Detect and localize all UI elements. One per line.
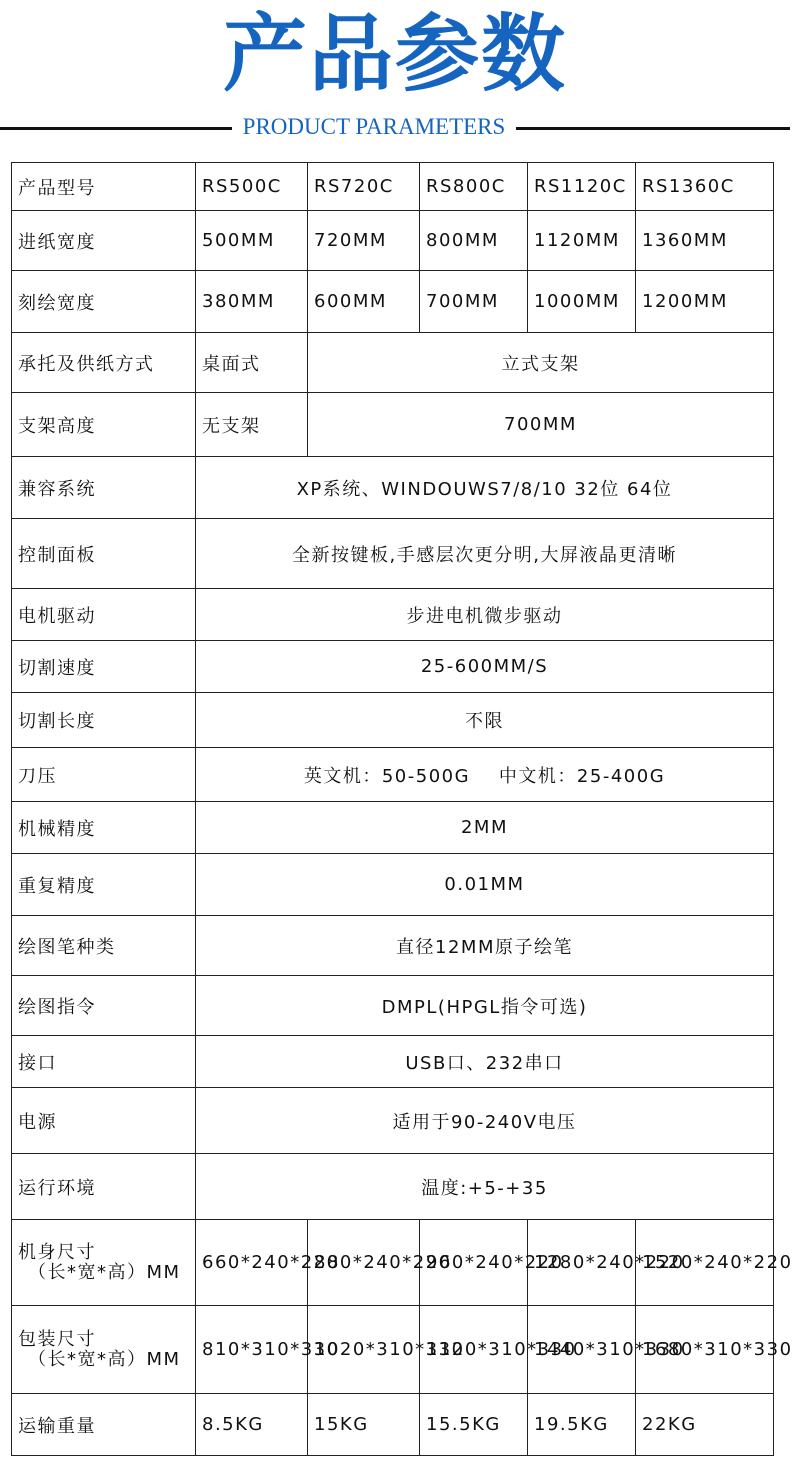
page-title: 产品参数 (222, 5, 567, 103)
row-label: 控制面板 (12, 519, 196, 589)
row-label-line1: 机身尺寸 (18, 1241, 96, 1263)
table-cell: 1020*310*330 (308, 1306, 420, 1394)
table-row-body-size (12, 1220, 774, 1306)
row-label: 机械精度 (12, 802, 196, 854)
table-cell: USB口、232串口 (196, 1036, 774, 1088)
row-label: 电机驱动 (12, 589, 196, 641)
table-cell: 1360MM (636, 211, 774, 271)
divider-left (0, 127, 232, 130)
table-cell: 25-600MM/S (196, 641, 774, 693)
table-cell: 1120*310*330 (420, 1306, 528, 1394)
table-row-interface (12, 1036, 774, 1088)
table-cell: 800MM (420, 211, 528, 271)
row-label: 接口 (12, 1036, 196, 1088)
row-label: 绘图指令 (12, 976, 196, 1036)
table-cell: DMPL(HPGL指令可选) (196, 976, 774, 1036)
table-cell: 1680*310*330 (636, 1306, 774, 1394)
table-cell: 直径12MM原子绘笔 (196, 916, 774, 976)
table-cell: 15KG (308, 1394, 420, 1456)
row-label (12, 1306, 196, 1394)
page-subtitle: PRODUCT PARAMETERS (242, 114, 506, 139)
row-label: 重复精度 (12, 854, 196, 916)
divider-right (516, 127, 790, 130)
table-cell: 8.5KG (196, 1394, 308, 1456)
row-label-line2: （长*宽*高）MM (28, 1261, 181, 1283)
table-cell: 立式支架 (308, 333, 774, 393)
table-row-weight (12, 1394, 774, 1456)
table-cell: 660*240*220 (196, 1220, 308, 1306)
table-cell: 500MM (196, 211, 308, 271)
table-cell: 1520*240*220 (636, 1220, 774, 1306)
table-row-stand-height (12, 393, 774, 457)
row-label: 刻绘宽度 (12, 271, 196, 333)
table-cell: 1280*240*220 (528, 1220, 636, 1306)
table-row-repeat (12, 854, 774, 916)
table-cell: 0.01MM (196, 854, 774, 916)
table-row-env (12, 1154, 774, 1220)
table-cell: 600MM (308, 271, 420, 333)
parameters-table (11, 162, 793, 1456)
table-row-pack-size (12, 1306, 774, 1394)
row-label: 承托及供纸方式 (12, 333, 196, 393)
table-row-pressure (12, 748, 774, 802)
table-cell: 英文机：50-500G 中文机：25-400G (196, 748, 774, 802)
table-row-command (12, 976, 774, 1036)
row-label-line1: 包装尺寸 (18, 1328, 96, 1350)
table-cell: 960*240*220 (420, 1220, 528, 1306)
table-row-pen (12, 916, 774, 976)
table-row-precision (12, 802, 774, 854)
row-label: 刀压 (12, 748, 196, 802)
table-cell: 720MM (308, 211, 420, 271)
table-cell: 880*240*220 (308, 1220, 420, 1306)
table-row-plot-width (12, 271, 774, 333)
row-label: 绘图笔种类 (12, 916, 196, 976)
table-cell: RS1120C (528, 163, 636, 211)
row-label: 运输重量 (12, 1394, 196, 1456)
table-row-support (12, 333, 774, 393)
table-cell: 1120MM (528, 211, 636, 271)
table-row-model (12, 163, 774, 211)
table-cell: 桌面式 (196, 333, 308, 393)
table-cell: 810*310*330 (196, 1306, 308, 1394)
table-row-panel (12, 519, 774, 589)
table-cell: 无支架 (196, 393, 308, 457)
table-cell: 温度:+5-+35 (196, 1154, 774, 1220)
table-cell: 700MM (420, 271, 528, 333)
table-cell: 步进电机微步驱动 (196, 589, 774, 641)
table-cell: RS500C (196, 163, 308, 211)
row-label: 切割长度 (12, 693, 196, 748)
table-row-motor (12, 589, 774, 641)
table-cell: 适用于90-240V电压 (196, 1088, 774, 1154)
table-cell: RS800C (420, 163, 528, 211)
table-cell: 22KG (636, 1394, 774, 1456)
row-label-line2: （长*宽*高）MM (28, 1348, 181, 1370)
table-row-power (12, 1088, 774, 1154)
table-cell: 不限 (196, 693, 774, 748)
table-cell: XP系统、WINDOUWS7/8/10 32位 64位 (196, 457, 774, 519)
table-cell: 2MM (196, 802, 774, 854)
row-label (12, 1220, 196, 1306)
table-cell: RS720C (308, 163, 420, 211)
row-label: 切割速度 (12, 641, 196, 693)
table-row-feed-width (12, 211, 774, 271)
table-cell: 1000MM (528, 271, 636, 333)
table-cell: 全新按键板,手感层次更分明,大屏液晶更清晰 (196, 519, 774, 589)
table-cell: 1440*310*330 (528, 1306, 636, 1394)
table-row-compat (12, 457, 774, 519)
row-label: 产品型号 (12, 163, 196, 211)
table-cell: RS1360C (636, 163, 774, 211)
table-row-length (12, 693, 774, 748)
table-row-speed (12, 641, 774, 693)
table-cell: 15.5KG (420, 1394, 528, 1456)
row-label: 运行环境 (12, 1154, 196, 1220)
row-label: 电源 (12, 1088, 196, 1154)
table-cell: 1200MM (636, 271, 774, 333)
row-label: 进纸宽度 (12, 211, 196, 271)
table-cell: 19.5KG (528, 1394, 636, 1456)
table-cell: 380MM (196, 271, 308, 333)
row-label: 兼容系统 (12, 457, 196, 519)
row-label: 支架高度 (12, 393, 196, 457)
table-cell: 700MM (308, 393, 774, 457)
